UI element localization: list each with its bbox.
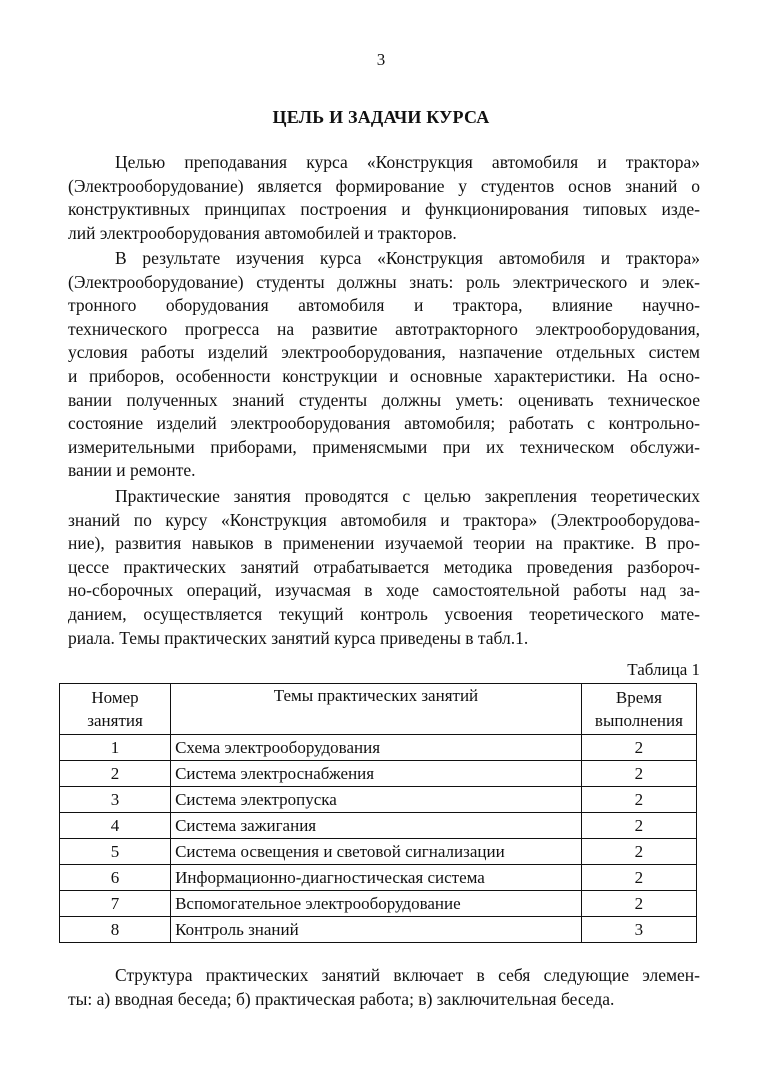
cell-number: 1 <box>60 735 171 761</box>
table-row <box>60 813 697 839</box>
cell-time: 2 <box>581 735 696 761</box>
text-line: тронного оборудования автомобиля и трактора, влияние научно- <box>68 295 700 316</box>
cell-number: 2 <box>60 761 171 787</box>
cell-topic: Система зажигания <box>171 813 582 839</box>
cell-number: 8 <box>60 917 171 943</box>
cell-number: 6 <box>60 865 171 891</box>
cell-time: 2 <box>581 891 696 917</box>
table-caption: Таблица 1 <box>627 660 700 679</box>
text-line: знаний по курсу «Конструкция автомобиля и трактора» (Электрооборудова- <box>68 509 700 530</box>
table-row <box>60 787 697 813</box>
cell-time: 3 <box>581 917 696 943</box>
text-line: (Электрооборудование) является формирование у студентов основ знаний о <box>68 175 700 196</box>
table-row <box>60 891 697 917</box>
cell-time: 2 <box>581 865 696 891</box>
text-line: лий электрооборудования автомобилей и тракторов. <box>68 222 457 243</box>
text-line: В результате изучения курса «Конструкция автомобиля и трактора» <box>115 248 700 268</box>
cell-topic: Система электроснабжения <box>171 761 582 787</box>
cell-time: 2 <box>581 787 696 813</box>
header-time-line: выполнения <box>594 711 683 730</box>
text-line: условия работы изделий электрооборудования, назпачение отдельных систем <box>68 342 700 363</box>
cell-time: 2 <box>581 761 696 787</box>
text-line: вании и ремонте. <box>68 460 196 481</box>
header-number-line: Номер <box>91 688 139 707</box>
table-row <box>60 839 697 865</box>
cell-time: 2 <box>581 839 696 865</box>
text-line: цессе практических занятий отрабатывается методика проведения разбороч- <box>68 556 700 577</box>
practical-topics-table <box>59 683 697 943</box>
paragraph-practical-classes <box>68 485 700 650</box>
text-line: Целью преподавания курса «Конструкция автомобиля и трактора» <box>115 152 700 172</box>
table-header-row <box>60 684 697 735</box>
table-row <box>60 761 697 787</box>
cell-number: 4 <box>60 813 171 839</box>
text-line: и приборов, особенности конструкции и основные характеристики. На осно- <box>68 365 700 386</box>
cell-topic: Вспомогательное электрооборудование <box>171 891 582 917</box>
table-row <box>60 865 697 891</box>
text-line: состояние изделий электрооборудования автомобиля; работать с контрольно- <box>68 413 700 434</box>
cell-number: 7 <box>60 891 171 917</box>
cell-topic: Контроль знаний <box>171 917 582 943</box>
cell-topic: Система электропуска <box>171 787 582 813</box>
paragraph-learning-outcomes <box>68 247 700 483</box>
text-line: риала. Темы практических занятий курса приведены в табл.1. <box>68 627 529 648</box>
text-line: ты: а) вводная беседа; б) практическая работа; в) заключительная беседа. <box>68 988 615 1009</box>
header-number-line: занятия <box>87 711 143 730</box>
cell-topic: Информационно-диагностическая система <box>171 865 582 891</box>
cell-number: 5 <box>60 839 171 865</box>
paragraph-class-structure <box>68 964 700 1011</box>
text-line: ние), развития навыков в применении изучаемой теории на практике. В про- <box>68 533 700 554</box>
cell-time: 2 <box>581 813 696 839</box>
table-row <box>60 735 697 761</box>
page-number: 3 <box>376 50 386 69</box>
paragraph-course-goal <box>68 151 700 245</box>
cell-number: 3 <box>60 787 171 813</box>
text-line: технического прогресса на развитие автотракторного электрооборудования, <box>68 318 700 339</box>
text-line: данием, осуществляется текущий контроль усвоения теоретического мате- <box>68 603 700 624</box>
text-line: но-сборочных операций, изучасмая в ходе самостоятельной работы над за- <box>68 580 700 601</box>
text-line: вании полученных знаний студенты должны уметь: оценивать техническое <box>68 389 700 410</box>
header-time-line: Время <box>615 688 662 707</box>
table-row <box>60 917 697 943</box>
header-number <box>60 684 171 735</box>
text-line: измерительными приборами, применясмыми при их техническом обслужи- <box>68 436 700 457</box>
page-title: ЦЕЛЬ И ЗАДАЧИ КУРСА <box>272 107 490 127</box>
text-line: Структура практических занятий включает в себя следующие элемен- <box>115 965 700 985</box>
text-line: Практические занятия проводятся с целью закрепления теоретических <box>115 486 700 506</box>
text-line: конструктивных принципах построения и функционирования типовых изде- <box>68 199 700 220</box>
cell-topic: Схема электрооборудования <box>171 735 582 761</box>
header-topic: Темы практических занятий <box>171 684 582 735</box>
header-time <box>581 684 696 735</box>
cell-topic: Система освещения и световой сигнализации <box>171 839 582 865</box>
text-line: (Электрооборудование) студенты должны знать: роль электрического и элек- <box>68 271 700 292</box>
